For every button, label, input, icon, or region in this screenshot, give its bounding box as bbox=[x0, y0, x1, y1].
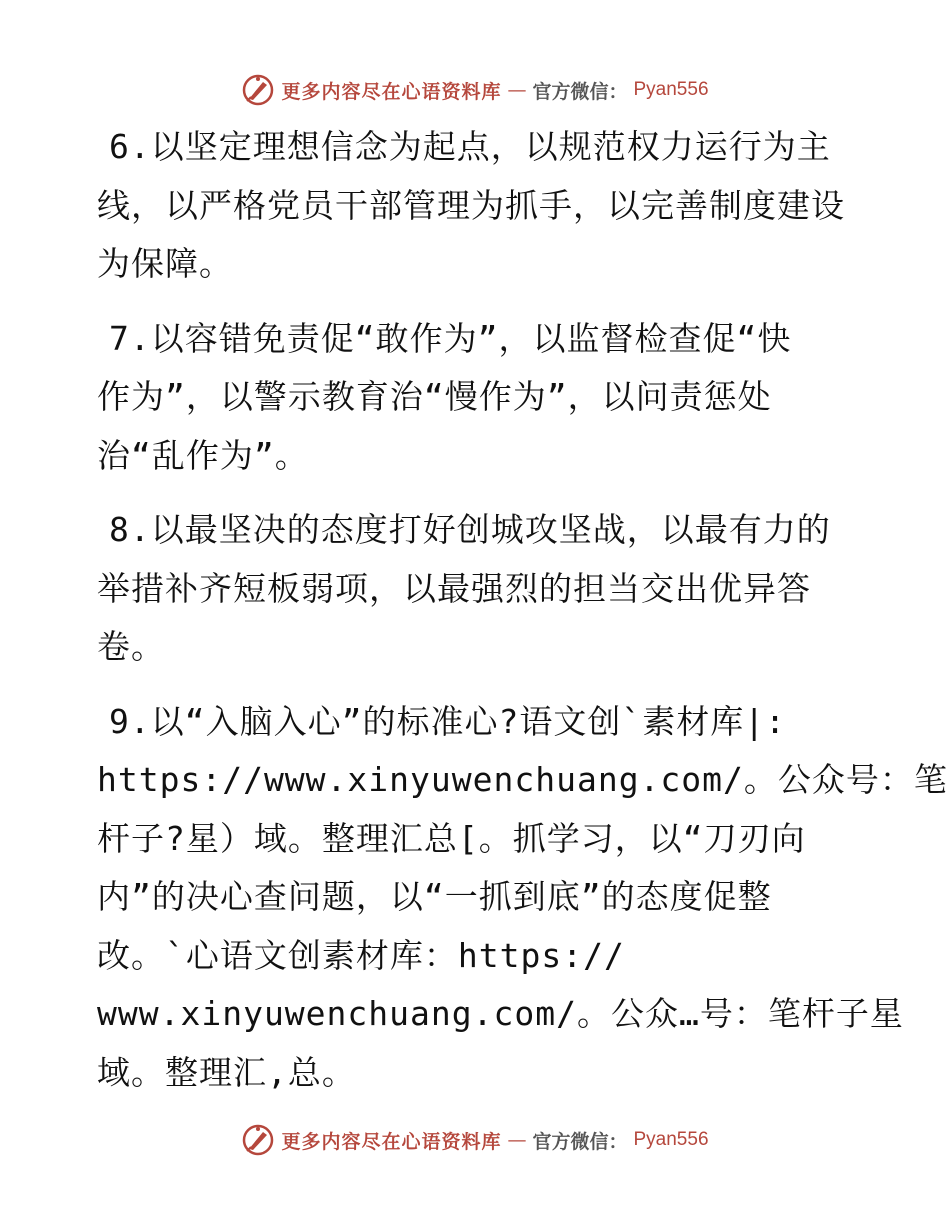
paragraph-line: 线，以严格党员干部管理为抓手，以完善制度建设 bbox=[97, 185, 845, 225]
banner-title: 更多内容尽在心语资料库 bbox=[281, 80, 502, 103]
banner-dash: — bbox=[507, 1129, 527, 1151]
paragraph-line: 卷。 bbox=[97, 627, 165, 666]
banner-wechat-label: 官方微信： bbox=[532, 1130, 628, 1153]
footer-banner bbox=[0, 1120, 950, 1160]
paragraph-6 bbox=[97, 118, 857, 294]
quill-logo-icon bbox=[241, 1123, 275, 1157]
banner-title: 更多内容尽在心语资料库 bbox=[281, 1130, 502, 1153]
paragraph-8 bbox=[97, 501, 857, 677]
paragraph-7 bbox=[97, 310, 857, 486]
paragraph-line: 8.以最坚决的态度打好创城攻坚战，以最有力的 bbox=[109, 510, 831, 549]
paragraph-line: 治“乱作为”。 bbox=[97, 435, 309, 475]
paragraph-line: 域。整理汇,总。 bbox=[97, 1052, 356, 1092]
banner-wechat-id: Pyan556 bbox=[633, 79, 709, 100]
paragraph-line: 作为”，以警示教育治“慢作为”，以问责惩处 bbox=[97, 377, 772, 416]
header-banner bbox=[0, 70, 950, 110]
paragraph-line: 杆子?星）域。整理汇总[。抓学习，以“刀刃向 bbox=[97, 818, 806, 858]
banner-wechat-label: 官方微信： bbox=[532, 80, 628, 103]
paragraph-9 bbox=[97, 693, 948, 1103]
paragraph-line: https://www.xinyuwenchuang.com/。公众号：笔 bbox=[97, 760, 948, 799]
paragraph-line: 为保障。 bbox=[97, 244, 233, 283]
banner-wechat-id: Pyan556 bbox=[633, 1129, 709, 1150]
paragraph-line: 内”的决心查问题，以“一抓到底”的态度促整 bbox=[97, 877, 772, 916]
document-body bbox=[97, 118, 948, 1118]
paragraph-line: 改。`心语文创素材库：https:// bbox=[97, 935, 625, 975]
banner-dash: — bbox=[507, 79, 527, 101]
paragraph-line: www.xinyuwenchuang.com/。公众…号：笔杆子星 bbox=[97, 994, 904, 1033]
paragraph-line: 9.以“入脑入心”的标准心?语文创`素材库|: bbox=[109, 701, 786, 741]
paragraph-line: 举措补齐短板弱项，以最强烈的担当交出优异答 bbox=[97, 568, 811, 608]
paragraph-line: 7.以容错免责促“敢作为”，以监督检查促“快 bbox=[109, 318, 792, 358]
quill-logo-icon bbox=[241, 73, 275, 107]
paragraph-line: 6.以坚定理想信念为起点，以规范权力运行为主 bbox=[109, 127, 831, 166]
